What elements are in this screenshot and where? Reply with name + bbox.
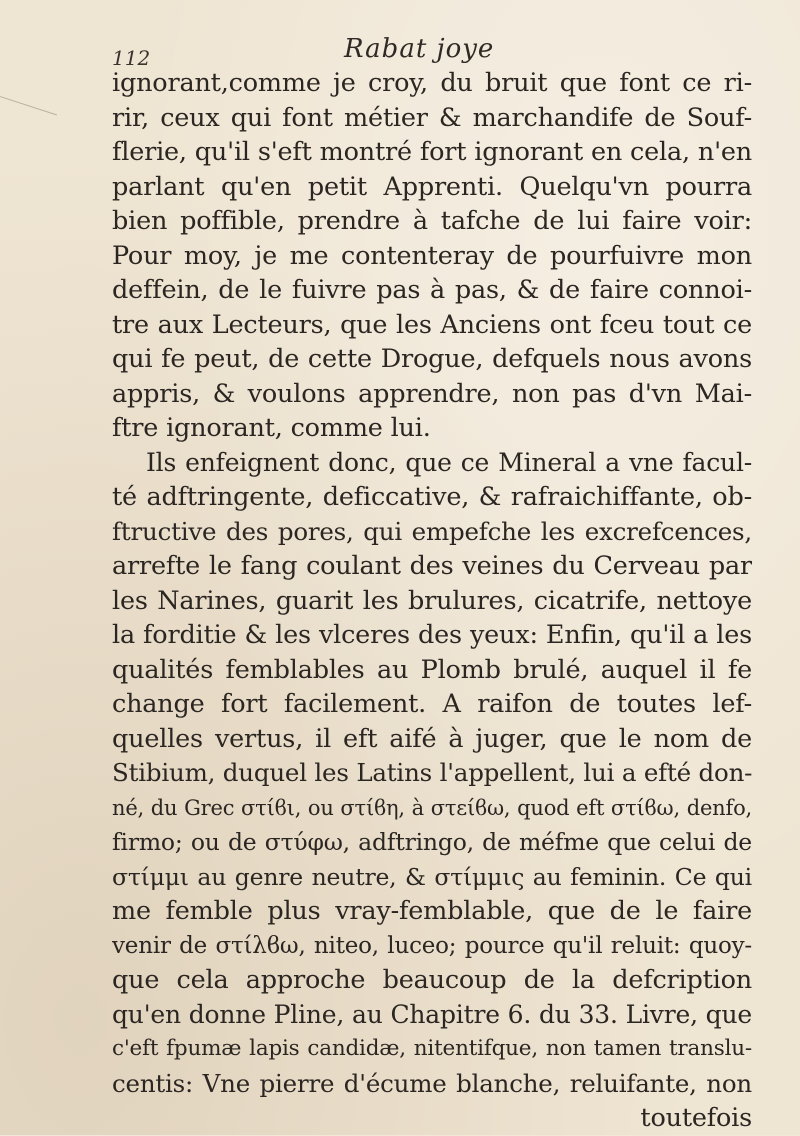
text-line: change fort facilement. A raifon de toutes lef- <box>112 689 752 719</box>
text-line: que cela approche beaucoup de la defcription <box>112 965 752 995</box>
text-line: les Narines, guarit les brulures, cicatrife, nettoye <box>112 585 752 616</box>
catchword: toutefois <box>640 1103 752 1133</box>
text-line: c'eft fpumæ lapis candidæ, nitentifque, non tamen translu- <box>112 1036 752 1061</box>
text-line: ftructive des pores, qui empefche les excrefcences, <box>112 516 752 546</box>
text-line: ignorant,comme je croy, du bruit que font ce ri- <box>112 68 752 98</box>
text-line: flerie, qu'il s'eft montré fort ignorant en cela, n'en <box>112 137 752 167</box>
text-line: deffein, de le fuivre pas à pas, & de faire connoi- <box>112 275 752 305</box>
text-line: né, du Grec στίϐι, ou στίϐη, à στείϐω, quod eft στίϐω, denfo, <box>112 795 752 820</box>
text-line: qu'en donne Pline, au Chapitre 6. du 33. Livre, que <box>112 999 752 1029</box>
text-line: venir de στίλϐω, niteo, luceo; pource qu'il reluit: quoy- <box>112 932 752 959</box>
text-line: me femble plus vray-femblable, que de le faire <box>112 896 752 926</box>
text-line: rir, ceux qui font métier & marchandife de Souf- <box>112 102 752 133</box>
page-fold-mark <box>0 96 57 154</box>
text-line: tre aux Lecteurs, que les Anciens ont fceu tout ce <box>112 309 752 340</box>
text-line: ftre ignorant, comme lui. <box>112 413 431 443</box>
text-line: centis: Vne pierre d'écume blanche, reluifante, non <box>112 1068 752 1098</box>
text-line: la forditie & les vlceres des yeux: Enfin, qu'il a les <box>112 620 752 650</box>
text-line: qui fe peut, de cette Drogue, defquels nous avons <box>112 344 752 374</box>
text-line: parlant qu'en petit Apprenti. Quelqu'vn pourra <box>112 171 752 202</box>
text-line: firmo; ou de στύφω, adftringo, de méfme que celui de <box>112 828 752 856</box>
text-line: Ils enfeignent donc, que ce Mineral a vne facul- <box>146 447 752 477</box>
running-title: Rabat joye <box>344 34 495 64</box>
page-number: 112 <box>112 46 151 70</box>
text-line: qualités femblables au Plomb brulé, auquel il fe <box>112 654 752 685</box>
text-line: arrefte le fang coulant des veines du Cerveau par <box>112 551 752 581</box>
text-line: quelles vertus, il eft aifé à juger, que le nom de <box>112 723 752 754</box>
body-text <box>112 66 752 1136</box>
text-line: appris, & voulons apprendre, non pas d'vn Mai- <box>112 378 752 409</box>
text-line: té adftringente, deficcative, & rafraichiffante, ob- <box>112 482 752 512</box>
text-line: Stibium, duquel les Latins l'appellent, lui a efté don- <box>112 758 752 787</box>
text-line: Pour moy, je me contenteray de pourfuivre mon <box>112 240 752 271</box>
text-line: στίμμι au genre neutre, & στίμμις au feminin. Ce qui <box>112 862 752 891</box>
page-header <box>112 30 752 70</box>
text-line: bien poffible, prendre à tafche de lui faire voir: <box>112 206 752 236</box>
